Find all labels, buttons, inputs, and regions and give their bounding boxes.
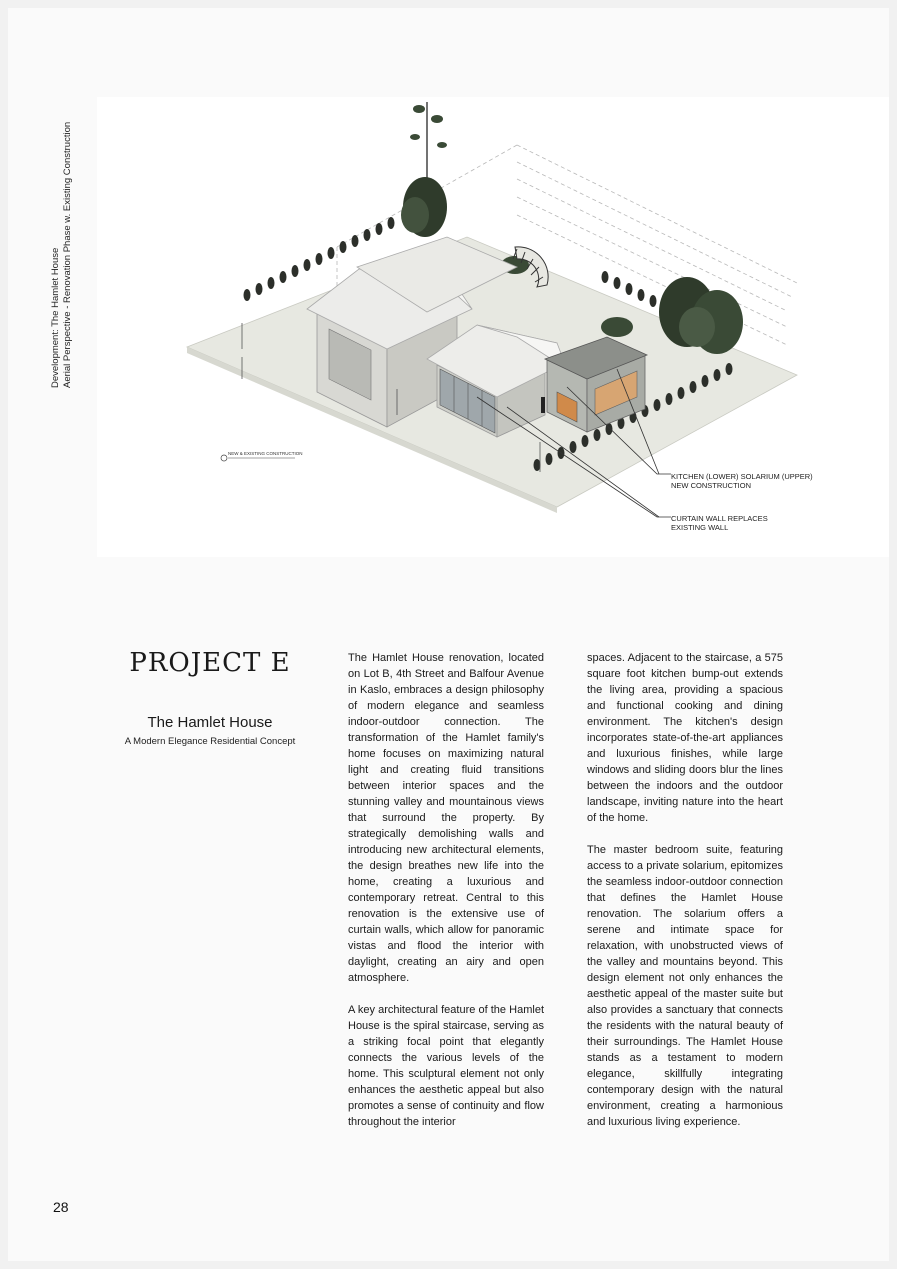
side-caption-line-1: Development: The Hamlet House <box>50 247 61 388</box>
project-name: The Hamlet House <box>147 714 273 731</box>
body-paragraph: A key architectural feature of the Hamlet House is the spiral staircase, serving as a striking focal point that elegantly connects the various levels of the home. This sculptural element not only enhances the aesthetic appeal but also promotes a sense of continuity and flow throughout the interior <box>348 1004 544 1128</box>
page-number: 28 <box>53 1199 69 1215</box>
body-column-1 <box>348 650 544 1146</box>
callout-1 <box>671 472 813 490</box>
callout-2 <box>671 514 768 532</box>
side-caption-line-2: Aerial Perspective - Renovation Phase w. Existing Construction <box>62 121 73 388</box>
body-paragraph: The master bedroom suite, featuring access to a private solarium, epitomizes the seamless indoor-outdoor connection that defines the Hamlet House renovation. The solarium offers a serene and intimate space for relaxation, with unobstructed views of the valley and mountains beyond. This design element not only enhances the aesthetic appeal of the master suite but also provides a sanctuary that connects the residents with the natural beauty of their surroundings. The Hamlet House stands as a testament to modern elegance, skillfully integrating contemporary design with the natural environment, creating a harmonious and luxurious living experience. <box>587 844 783 1128</box>
project-tagline: A Modern Elegance Residential Concept <box>124 736 296 747</box>
callout-1-line-2: NEW CONSTRUCTION <box>671 481 751 490</box>
aerial-perspective-drawing <box>97 97 889 557</box>
callout-2-line-2: EXISTING WALL <box>671 523 729 532</box>
side-caption <box>50 118 74 388</box>
drawing-svg <box>97 97 889 557</box>
body-column-2 <box>587 650 783 1146</box>
callout-1-line-1: KITCHEN (LOWER) SOLARIUM (UPPER) <box>671 472 813 481</box>
project-title: PROJECT E <box>129 648 291 678</box>
body-paragraph: The Hamlet House renovation, located on Lot B, 4th Street and Balfour Avenue in Kaslo, embraces a design philosophy of modern elegance and seamless indoor-outdoor connection. The transformation of the Hamlet family's home focuses on maximizing natural light and creating fluid transitions between interior spaces and the stunning valley and mountainous views that surround the property. By strategically demolishing walls and introducing new architectural elements, the design breathes new life into the home, creating a luxurious and contemporary retreat. Central to this renovation is the extensive use of curtain walls, which allow for panoramic vistas and flood the interior with daylight, creating an airy and open atmosphere. <box>348 652 544 984</box>
body-paragraph: spaces. Adjacent to the staircase, a 575 square foot kitchen bump-out extends the living area, providing a spacious and functional cooking and dining environment. The kitchen's design incorporates state-of-the-art appliances and luxurious finishes, while large windows and sliding doors blur the lines between the indoors and the outdoor landscape, inviting nature into the heart of the home. <box>587 652 783 824</box>
legend <box>221 451 303 461</box>
callout-2-line-1: CURTAIN WALL REPLACES <box>671 514 768 523</box>
tall-tree <box>401 102 447 237</box>
legend-label: NEW & EXISTING CONSTRUCTION <box>228 451 303 456</box>
